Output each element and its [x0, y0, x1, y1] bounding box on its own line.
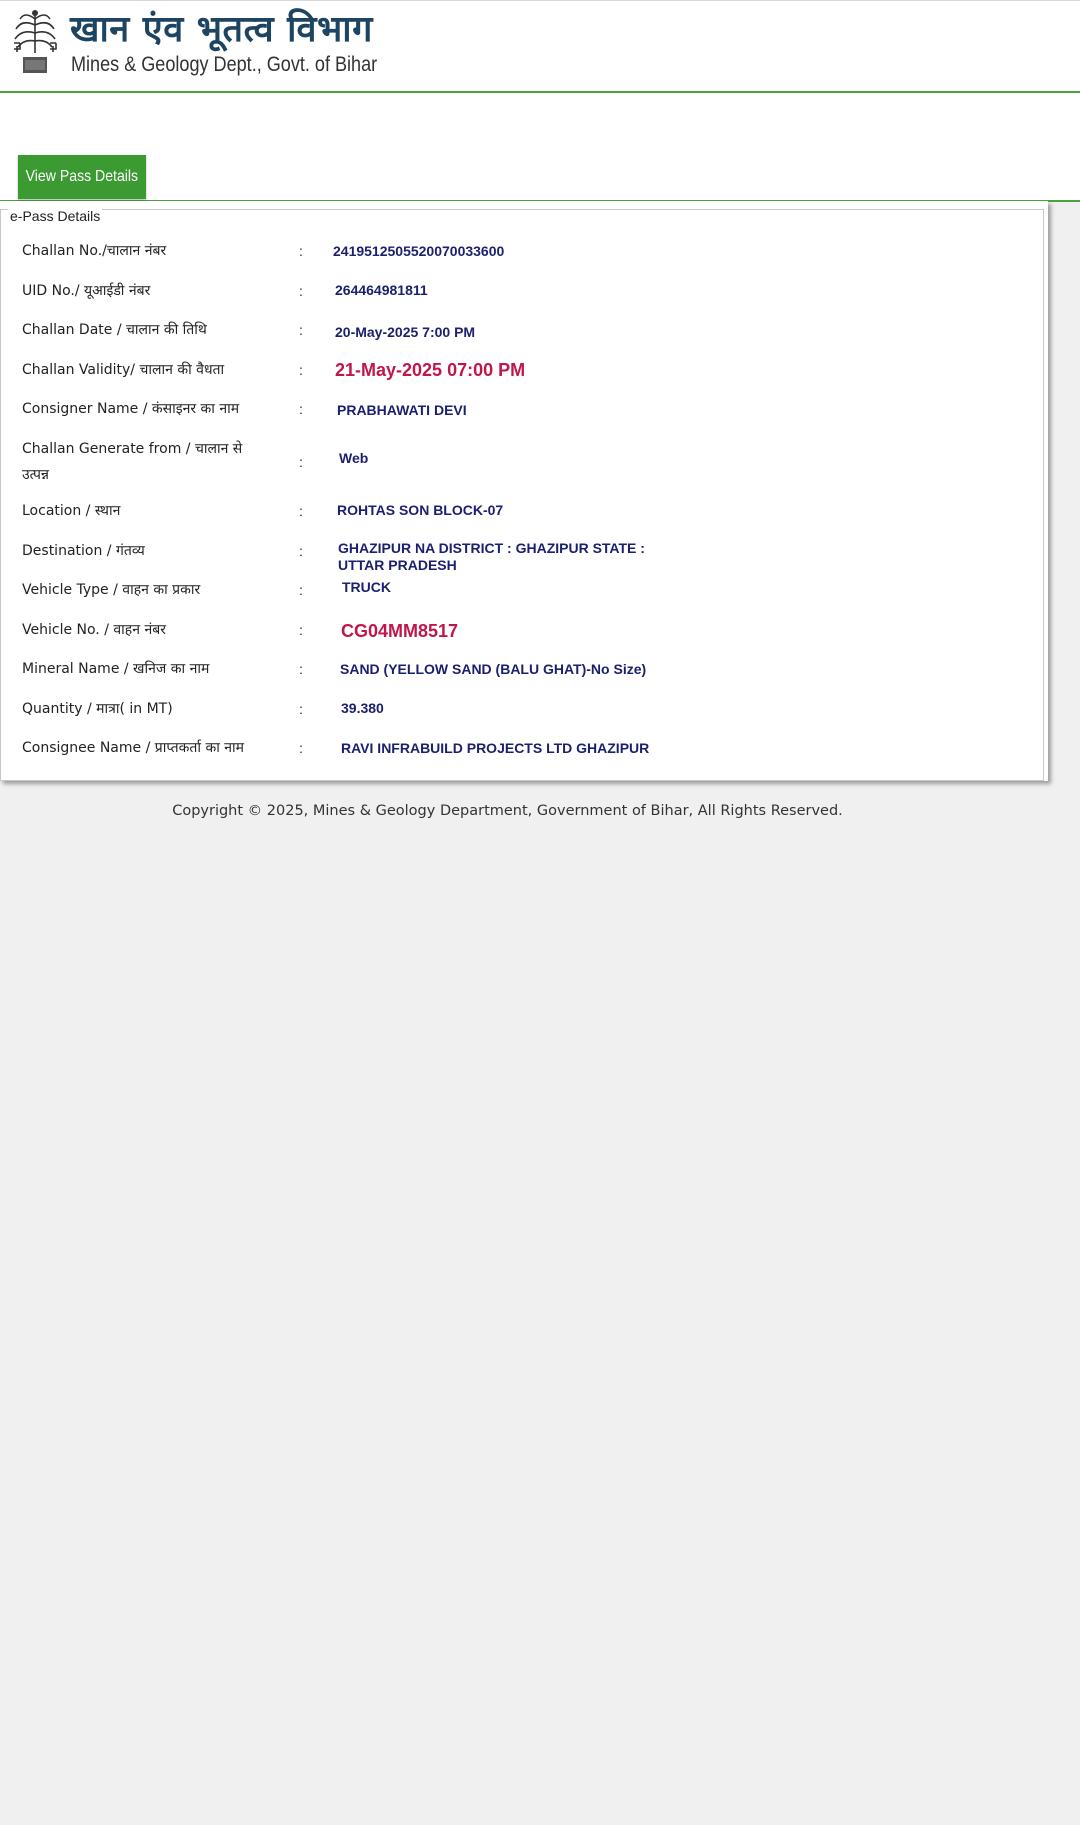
consigner-label: Consigner Name / कंसाइनर का नाम — [22, 401, 240, 417]
colon: : — [299, 362, 303, 378]
challan-validity-label: Challan Validity/ चालान की वैधता — [22, 362, 225, 378]
consignee-label: Consignee Name / प्राप्तकर्ता का नाम — [22, 740, 245, 756]
epass-fieldset — [0, 209, 1044, 781]
mineral-label: Mineral Name / खनिज का नाम — [22, 661, 210, 677]
vehicle-type-value: TRUCK — [342, 579, 391, 595]
vehicle-type-label: Vehicle Type / वाहन का प्रकार — [22, 582, 201, 598]
destination-label: Destination / गंतव्य — [22, 543, 145, 559]
colon: : — [299, 401, 303, 417]
colon: : — [299, 454, 303, 470]
bihar-emblem-icon — [10, 5, 60, 81]
view-pass-details-label: View Pass Details — [25, 168, 139, 185]
site-header — [0, 0, 1080, 94]
tab-strip — [0, 93, 1080, 202]
generate-from-value: Web — [339, 450, 369, 466]
consignee-value: RAVI INFRABUILD PROJECTS LTD GHAZIPUR — [341, 740, 650, 756]
challan-no-label: Challan No./चालान नंबर — [22, 243, 167, 259]
colon: : — [299, 661, 303, 677]
mineral-value: SAND (YELLOW SAND (BALU GHAT)-No Size) — [340, 661, 647, 677]
generate-from-label: Challan Generate from / चालान से उत्पन्न — [22, 441, 243, 483]
vehicle-no-value: CG04MM8517 — [341, 621, 459, 641]
vehicle-no-label: Vehicle No. / वाहन नंबर — [22, 622, 166, 638]
view-pass-details-button[interactable] — [18, 155, 146, 199]
epass-panel — [0, 201, 1048, 781]
consigner-value: PRABHAWATI DEVI — [337, 402, 467, 418]
challan-date-value: 20-May-2025 7:00 PM — [335, 324, 476, 340]
colon: : — [299, 283, 303, 299]
colon: : — [299, 503, 303, 519]
colon: : — [299, 543, 303, 559]
colon: : — [299, 243, 303, 259]
department-title-english: Mines & Geology Dept., Govt. of Bihar — [71, 53, 378, 76]
colon: : — [299, 701, 303, 717]
destination-value: GHAZIPUR NA DISTRICT : GHAZIPUR STATE : — [338, 540, 645, 556]
location-label: Location / स्थान — [22, 503, 121, 519]
location-value: ROHTAS SON BLOCK-07 — [337, 502, 504, 518]
destination-value-line2: UTTAR PRADESH — [338, 557, 457, 573]
challan-no-value: 2419512505520070033600 — [333, 243, 505, 259]
colon: : — [299, 622, 303, 638]
uid-label: UID No./ यूआईडी नंबर — [22, 283, 151, 299]
colon: : — [299, 582, 303, 598]
department-title-hindi: खान एंव भूतत्व विभाग — [70, 9, 373, 50]
quantity-label: Quantity / मात्रा( in MT) — [22, 701, 173, 717]
quantity-value: 39.380 — [341, 700, 384, 716]
uid-value: 264464981811 — [335, 282, 428, 298]
colon: : — [299, 322, 303, 338]
challan-validity-value: 21-May-2025 07:00 PM — [335, 360, 526, 380]
colon: : — [299, 740, 303, 756]
challan-date-label: Challan Date / चालान की तिथि — [22, 322, 207, 338]
epass-legend: e-Pass Details — [10, 208, 101, 224]
copyright-footer: Copyright © 2025, Mines & Geology Department, Government of Bihar, All Rights Reserved. — [172, 803, 843, 819]
